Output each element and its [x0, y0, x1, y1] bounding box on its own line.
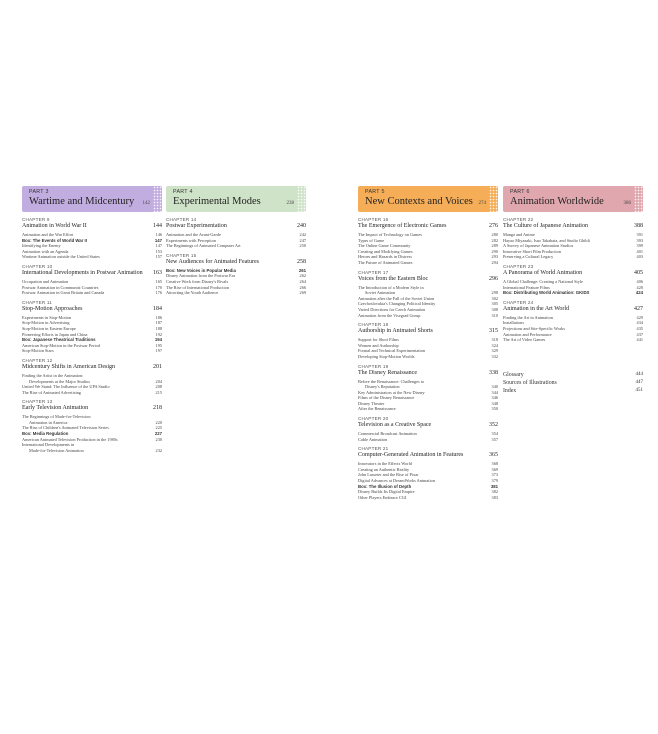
section-entry[interactable]	[22, 348, 162, 354]
chapter-label: CHAPTER 12	[22, 357, 53, 363]
section-title: Box: Japanese Theatrical Traditions	[22, 337, 96, 343]
section-title: Animation and Performance	[503, 331, 552, 337]
chapter-block	[22, 358, 162, 395]
section-page-number: 176	[155, 290, 162, 296]
section-page-number: 310	[491, 312, 498, 318]
section-page-number: 262	[299, 273, 306, 279]
part-header	[503, 186, 643, 212]
section-page-number: 290	[491, 248, 498, 254]
section-page-number: 308	[491, 306, 498, 312]
chapter-title-row[interactable]	[22, 223, 162, 230]
chapter-title-row[interactable]	[358, 276, 498, 283]
section-page-number: 318	[491, 337, 498, 343]
chapter-block	[166, 217, 306, 249]
chapter-label: CHAPTER 21	[358, 446, 389, 452]
section-title: Attracting the Youth Audience	[166, 290, 219, 296]
section-page-number: 324	[491, 342, 498, 348]
section-page-number: 146	[155, 232, 162, 237]
box-entry[interactable]	[503, 290, 643, 296]
section-title: Stop-Motion in Advertising	[22, 320, 70, 326]
backmatter-page-number: 447	[635, 379, 643, 385]
chapter-block	[358, 364, 498, 413]
section-title: Developments at the Major Studios	[29, 378, 90, 384]
backmatter-title: Glossary	[503, 371, 524, 378]
section-page-number: 437	[636, 331, 643, 337]
section-title: The Rise of Animated Advertising	[22, 389, 81, 395]
section-title: Experiments in Stop-Motion	[22, 314, 72, 320]
chapter-block	[22, 217, 162, 260]
chapter-title: The Culture of Japanese Animation	[503, 223, 588, 229]
section-title: Innovative Short Film Production	[503, 248, 561, 254]
section-title: United We Stand: The Influence of the UPA Studio	[22, 384, 110, 390]
section-title: Stop-Motion in Eastern Europe	[22, 325, 76, 331]
section-entry[interactable]	[166, 243, 306, 249]
chapter-page-number: 338	[489, 369, 498, 376]
chapter-page-number: 258	[297, 258, 306, 265]
chapter-label: CHAPTER 9	[22, 217, 50, 222]
section-page-number: 379	[491, 478, 498, 484]
part-4-column	[166, 186, 306, 296]
chapter-label: CHAPTER 14	[166, 217, 197, 222]
chapter-title-row[interactable]	[503, 306, 643, 313]
section-title: The Introduction of a Modern Style in	[358, 284, 424, 290]
section-title: Box: New Voices in Popular Media	[166, 267, 236, 273]
section-title: Animation and the Avant-Garde	[166, 232, 221, 237]
section-page-number: 204	[155, 378, 162, 384]
section-page-number: 186	[155, 314, 162, 320]
section-entry[interactable]	[22, 290, 162, 296]
section-page-number: 293	[491, 254, 498, 260]
chapter-label: CHAPTER 18	[358, 322, 389, 328]
part-label: PART 6	[510, 189, 530, 195]
chapter-title: Authorship in Animated Shorts	[358, 328, 433, 335]
section-page-number: 435	[636, 325, 643, 331]
section-page-number: 192	[155, 331, 162, 337]
chapter-page-number: 365	[489, 452, 498, 459]
chapter-page-number: 240	[297, 223, 306, 229]
section-title: Innovators in the Effects World	[358, 461, 412, 467]
chapter-title-row[interactable]	[22, 364, 162, 371]
section-title: Varied Directions for Czech Animation	[358, 306, 426, 312]
chapter-title: International Developments in Postwar Animation	[22, 269, 143, 276]
section-entry[interactable]	[358, 406, 498, 412]
chapter-page-number: 315	[489, 328, 498, 335]
chapter-title: The Disney Renaissance	[358, 369, 417, 376]
section-title: Box: Media Regulation	[22, 431, 69, 437]
chapter-block	[166, 253, 306, 296]
section-page-number: 197	[155, 348, 162, 354]
section-page-number: 242	[299, 232, 306, 237]
chapter-block	[503, 217, 643, 260]
section-title: Occupation and Animation	[22, 278, 69, 284]
chapter-title-row[interactable]	[503, 270, 643, 277]
section-page-number: 250	[299, 243, 306, 249]
section-page-number: 369	[491, 466, 498, 472]
section-title: Experiments with Perception	[166, 237, 216, 243]
section-title: Disney Animation from the Postwar Era	[166, 273, 236, 279]
section-title: Finding the Art in Animation	[503, 314, 553, 320]
section-title: American Animated Television Production in the 1980s	[22, 436, 118, 442]
section-title: Installations	[503, 320, 525, 326]
chapter-page-number: 388	[634, 223, 643, 229]
section-page-number: 247	[299, 237, 306, 243]
section-page-number: 399	[636, 243, 643, 249]
section-page-number: 232	[155, 447, 162, 453]
chapter-label: CHAPTER 22	[503, 217, 534, 222]
section-title: After the Renaissance	[358, 406, 396, 412]
section-title: Preserving a Cultural Legacy	[503, 254, 554, 260]
section-page-number: 393	[636, 237, 643, 243]
section-title: Animation in America	[29, 419, 68, 425]
chapter-label: CHAPTER 10	[22, 263, 53, 269]
backmatter-page-number: 444	[635, 371, 643, 377]
section-page-number: 157	[155, 254, 162, 260]
section-page-number: 344	[491, 389, 498, 395]
chapter-label: CHAPTER 24	[503, 299, 534, 305]
section-page-number: 429	[636, 314, 643, 320]
section-entry[interactable]	[358, 354, 498, 360]
section-page-number: 382	[491, 489, 498, 495]
part-title: Experimental Modes	[173, 196, 261, 207]
section-page-number: 332	[491, 353, 498, 359]
section-title: Box: The Illusion of Depth	[358, 483, 412, 489]
chapter-label: CHAPTER 19	[358, 363, 389, 369]
section-title: Disney Theater	[358, 400, 385, 406]
chapter-title: Early Television Animation	[22, 405, 89, 412]
backmatter-entry[interactable]	[503, 371, 643, 379]
section-title: Other Players Embrace CGI	[358, 494, 407, 500]
section-title: The Future of Animated Games	[358, 259, 413, 265]
chapter-block	[22, 300, 162, 354]
part-title: Animation Worldwide	[510, 196, 604, 207]
section-title: Czechoslovakia's Changing Political Identity	[358, 301, 436, 307]
chapter-title-row[interactable]	[166, 223, 306, 230]
section-page-number: 220	[155, 419, 162, 425]
section-title: The Impact of Technology on Games	[358, 232, 422, 237]
section-title: Creating an Authentic Reality	[358, 466, 410, 472]
chapter-title-row[interactable]	[22, 306, 162, 313]
section-title: Soviet Animation	[365, 290, 396, 296]
chapter-label: CHAPTER 15	[166, 252, 197, 258]
section-title: Disney Builds Its Digital Empire	[358, 489, 415, 495]
chapter-label: CHAPTER 13	[22, 399, 53, 405]
section-title: The Rise of Children's Animated Television Series	[22, 425, 109, 431]
section-page-number: 434	[636, 320, 643, 326]
section-page-number: 269	[299, 290, 306, 296]
chapter-title: Computer-Generated Animation in Features	[358, 452, 464, 459]
section-title: Wartime Animation outside the United States	[22, 254, 100, 260]
section-page-number: 153	[155, 248, 162, 254]
chapter-page-number: 427	[634, 305, 643, 312]
section-title: Hayao Miyazaki, Isao Takahata, and Studio Ghibli	[503, 237, 590, 243]
chapter-block	[503, 264, 643, 296]
part-title: New Contexts and Voices	[365, 196, 473, 207]
section-title: Before the Renaissance: Challenges to	[358, 378, 425, 384]
section-entry[interactable]	[503, 254, 643, 260]
chapter-block	[503, 300, 643, 343]
chapter-title-row[interactable]	[358, 223, 498, 230]
part-page-number: 274	[478, 201, 486, 206]
section-page-number: 194	[154, 337, 162, 343]
section-page-number: 383	[491, 494, 498, 500]
section-page-number: 147	[155, 243, 162, 249]
part-5-column	[358, 186, 498, 500]
section-title: Finding the Artist in the Animation:	[22, 372, 84, 378]
section-page-number: 373	[491, 472, 498, 478]
section-page-number: 403	[636, 254, 643, 260]
section-page-number: 401	[636, 248, 643, 254]
chapter-title: Animation in World War II	[22, 223, 87, 229]
chapter-page-number: 163	[153, 269, 162, 276]
section-page-number: 208	[155, 384, 162, 390]
chapter-page-number: 201	[153, 363, 162, 370]
section-title: The Rise of International Production	[166, 284, 230, 290]
section-page-number: 215	[155, 389, 162, 395]
section-page-number: 424	[635, 290, 643, 296]
section-page-number: 354	[491, 431, 498, 437]
chapter-page-number: 405	[634, 269, 643, 276]
section-title: Creating and Modifying Games	[358, 248, 413, 254]
section-page-number: 266	[299, 284, 306, 290]
chapter-title: New Audiences for Animated Features	[166, 258, 259, 265]
section-entry[interactable]	[503, 337, 643, 343]
section-page-number: 346	[491, 395, 498, 401]
section-title: Animation and the War Effort	[22, 232, 74, 237]
chapter-title-row[interactable]	[503, 223, 643, 230]
chapter-page-number: 144	[153, 223, 162, 229]
chapter-title-row[interactable]	[22, 270, 162, 277]
chapter-block	[358, 217, 498, 266]
chapter-title-row[interactable]	[166, 259, 306, 266]
section-page-number: 357	[491, 436, 498, 442]
chapter-title: Voices from the Eastern Bloc	[358, 275, 429, 282]
section-page-number: 302	[491, 295, 498, 301]
section-title: Animation after the Fall of the Soviet Union	[358, 295, 435, 301]
section-page-number: 368	[491, 461, 498, 467]
section-title: Identifying the Enemy	[22, 243, 61, 249]
chapter-title-row[interactable]	[358, 452, 498, 459]
section-title: The Beginnings of Made-for-Television	[22, 414, 91, 420]
chapter-label: CHAPTER 23	[503, 263, 534, 269]
section-entry[interactable]	[22, 390, 162, 396]
chapter-block	[358, 446, 498, 500]
section-title: Key Administrators at the New Disney	[358, 389, 425, 395]
chapter-block	[22, 264, 162, 296]
chapter-page-number: 276	[489, 223, 498, 229]
chapter-title: Television as a Creative Space	[358, 422, 432, 429]
section-title: The Art of Video Games	[503, 337, 546, 343]
chapter-page-number: 184	[153, 305, 162, 312]
section-page-number: 282	[491, 237, 498, 243]
section-title: Projections and Site-Specific Works	[503, 325, 565, 331]
section-page-number: 188	[155, 325, 162, 331]
section-page-number: 147	[154, 237, 162, 243]
section-entry[interactable]	[358, 260, 498, 266]
section-entry[interactable]	[166, 290, 306, 296]
section-title: John Lasseter and the Rise of Pixar	[358, 472, 419, 478]
section-entry[interactable]	[358, 495, 498, 501]
chapter-title: Midcentury Shifts in American Design	[22, 363, 115, 370]
section-page-number: 264	[299, 278, 306, 284]
chapter-page-number: 296	[489, 275, 498, 282]
section-title: American Stop-Motion in the Postwar Period	[22, 342, 100, 348]
part-label: PART 3	[29, 189, 49, 195]
chapter-label: CHAPTER 16	[358, 217, 389, 222]
chapter-title-row[interactable]	[22, 405, 162, 412]
section-page-number: 195	[155, 342, 162, 348]
section-page-number: 298	[491, 290, 498, 296]
chapter-title: A Panorama of World Animation	[503, 269, 583, 276]
backmatter-title: Index	[503, 387, 517, 394]
section-title: Films of the Disney Renaissance	[358, 395, 415, 401]
backmatter-entry[interactable]	[503, 387, 643, 395]
section-page-number: 225	[155, 425, 162, 431]
section-title: Disney's Reputation	[365, 384, 400, 390]
part-header	[22, 186, 162, 212]
section-title: The Online Game Community	[358, 243, 411, 249]
section-entry[interactable]	[22, 254, 162, 260]
chapter-label: CHAPTER 17	[358, 269, 389, 275]
section-title: Women and Authorship	[358, 342, 399, 348]
section-title: Pioneering Efforts in Japan and China	[22, 331, 88, 337]
chapter-title-row[interactable]	[358, 422, 498, 429]
chapter-page-number: 352	[489, 422, 498, 429]
part-page-number: 238	[286, 201, 294, 206]
section-entry[interactable]	[358, 437, 498, 443]
section-title: Animation from the Visegrad Group	[358, 312, 421, 318]
section-title: Commercial Broadcast Animation	[358, 431, 417, 437]
section-page-number: 187	[155, 320, 162, 326]
section-title: Cable Animation	[358, 436, 388, 442]
section-title: A Survey of Japanese Animation Studios	[503, 243, 574, 249]
section-title: Support for Short Films	[358, 337, 399, 343]
section-page-number: 294	[491, 259, 498, 265]
section-title: Digital Advances at DreamWorks Animation	[358, 478, 435, 484]
section-title: Creative Work from Disney's Rivals	[166, 278, 229, 284]
part-header	[358, 186, 498, 212]
section-page-number: 441	[636, 337, 643, 343]
chapter-title-row[interactable]	[358, 328, 498, 335]
part-3-column	[22, 186, 162, 453]
chapter-block	[22, 399, 162, 453]
section-title: Heroes and Hazards in Distress	[358, 254, 412, 260]
part-label: PART 5	[365, 189, 385, 195]
section-page-number: 165	[155, 278, 162, 284]
backmatter-title: Sources of Illustrations	[503, 379, 557, 386]
section-title: Box: The Events of World War II	[22, 237, 87, 243]
section-title: International Feature Films	[503, 284, 550, 290]
chapter-label: CHAPTER 11	[22, 299, 52, 305]
section-page-number: 406	[636, 278, 643, 284]
section-title: A Global Challenge: Creating a National Style	[503, 278, 583, 284]
section-title: Postwar Animation in Great Britain and Canada	[22, 290, 105, 296]
chapter-block	[358, 322, 498, 359]
section-page-number: 227	[154, 431, 162, 437]
part-label: PART 4	[173, 189, 193, 195]
section-page-number: 305	[491, 301, 498, 307]
section-page-number: 329	[491, 348, 498, 354]
part-header	[166, 186, 306, 212]
chapter-label: CHAPTER 20	[358, 416, 389, 422]
section-page-number: 289	[491, 243, 498, 249]
chapter-title: The Emergence of Electronic Games	[358, 223, 447, 229]
chapter-page-number: 218	[153, 405, 162, 412]
section-title: International Developments in	[22, 442, 75, 448]
section-title: Postwar Animation in Communist Countries	[22, 284, 99, 290]
backmatter-page-number: 451	[635, 387, 643, 393]
section-title: Manga and Anime	[503, 232, 535, 237]
section-page-number: 261	[298, 267, 306, 273]
part-6-column	[503, 186, 643, 395]
section-page-number: 230	[155, 436, 162, 442]
section-page-number: 348	[491, 400, 498, 406]
section-title: Formal and Technical Experimentation	[358, 348, 426, 354]
section-title: Stop-Motion Stars	[22, 348, 54, 354]
section-title: Types of Game	[358, 237, 385, 243]
section-title: Developing Stop-Motion Worlds	[358, 353, 415, 359]
chapter-title: Stop-Motion Approaches	[22, 305, 83, 312]
chapter-title: Animation in the Art World	[503, 305, 570, 312]
chapter-title: Postwar Experimentation	[166, 223, 227, 229]
section-entry[interactable]	[22, 448, 162, 454]
backmatter-list	[503, 371, 643, 395]
part-page-number: 386	[623, 201, 631, 206]
chapter-title-row[interactable]	[358, 370, 498, 377]
section-page-number: 280	[491, 232, 498, 237]
section-title: Box: Distributing World Animation: GKIDS	[503, 290, 590, 296]
section-page-number: 340	[491, 384, 498, 390]
section-title: Made-for-Television Animation	[29, 447, 84, 453]
chapter-block	[358, 270, 498, 319]
section-page-number: 170	[155, 284, 162, 290]
section-entry[interactable]	[358, 313, 498, 319]
section-page-number: 350	[491, 406, 498, 412]
section-title: The Beginnings of Animated Computer Art	[166, 243, 241, 249]
section-title: Animation with an Agenda	[22, 248, 69, 254]
section-page-number: 391	[636, 232, 643, 237]
section-page-number: 420	[636, 284, 643, 290]
part-page-number: 142	[142, 201, 150, 206]
part-title: Wartime and Midcentury	[29, 196, 135, 207]
backmatter-entry[interactable]	[503, 379, 643, 387]
chapter-block	[358, 416, 498, 442]
section-page-number: 381	[490, 483, 498, 489]
